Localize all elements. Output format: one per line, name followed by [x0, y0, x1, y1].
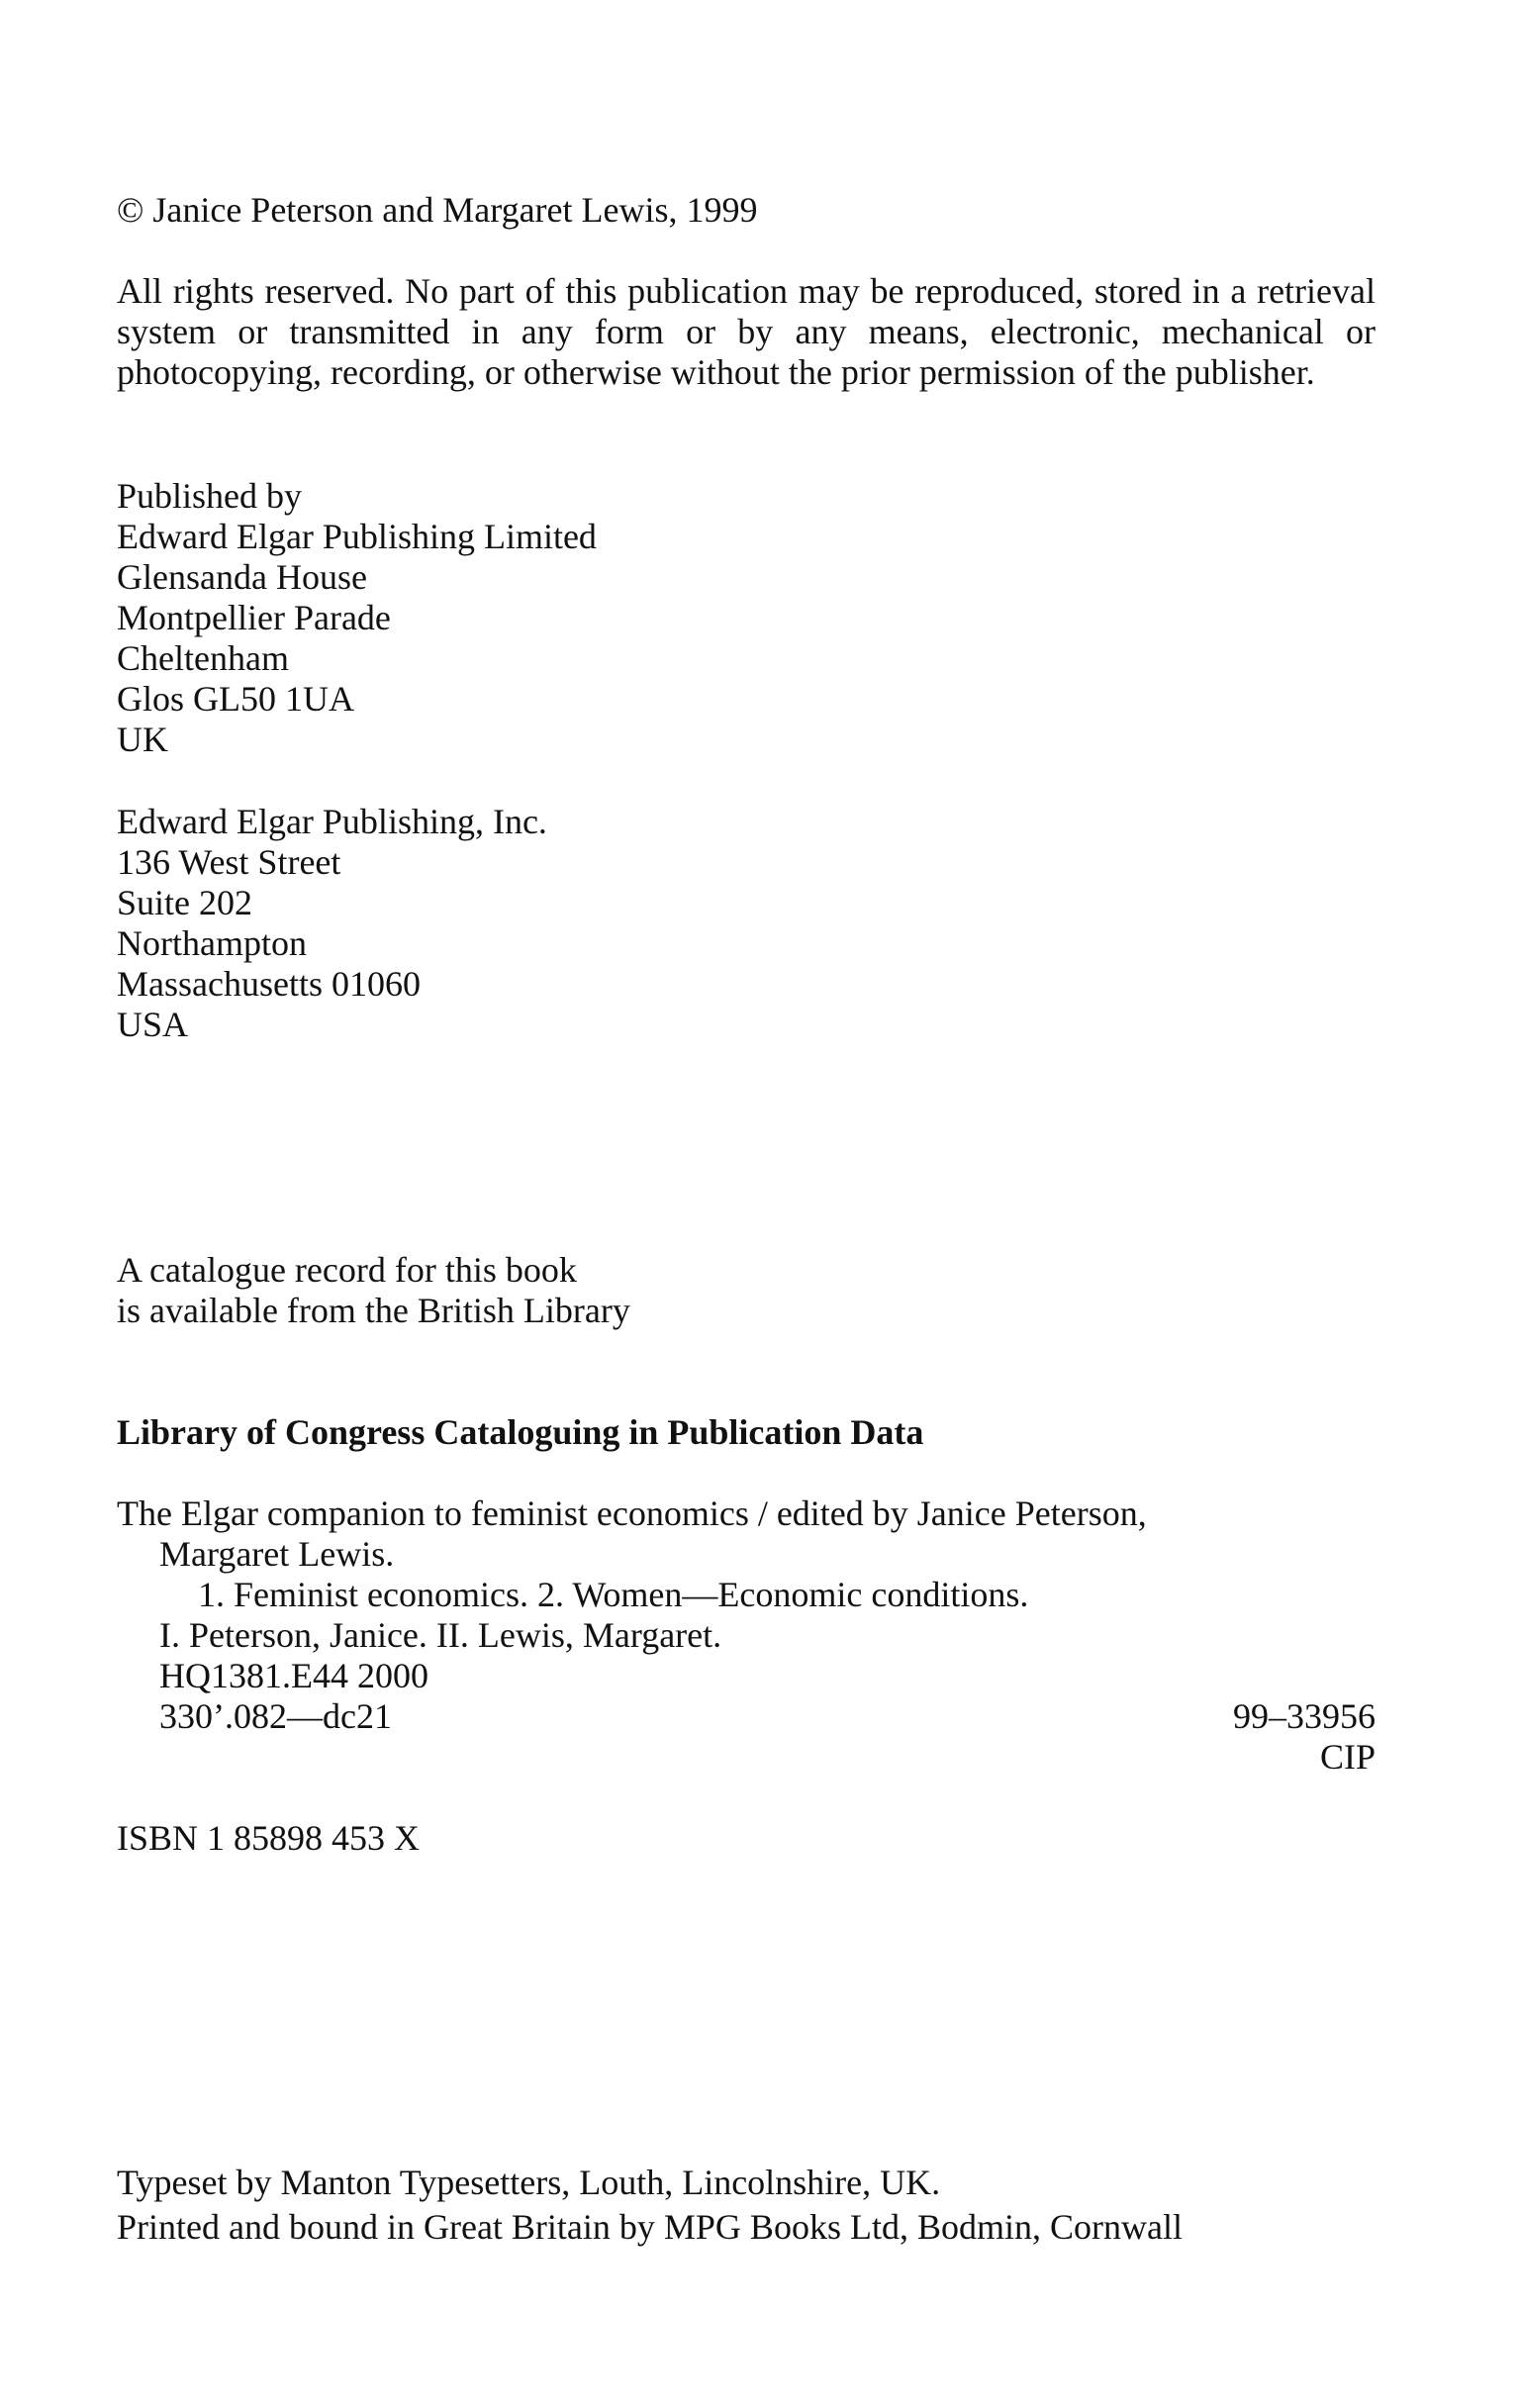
cip-title-line: The Elgar companion to feminist economics / edited by Janice Peterson, — [117, 1493, 1147, 1533]
address-line: Glensanda House — [117, 557, 367, 597]
address-line: Edward Elgar Publishing, Inc. — [117, 802, 547, 841]
address-line: Cheltenham — [117, 638, 289, 678]
isbn: ISBN 1 85898 453 X — [117, 1818, 421, 1858]
typeset-credit: Typeset by Manton Typesetters, Louth, Lincolnshire, UK. — [117, 2163, 941, 2202]
rights-statement — [117, 271, 1376, 393]
published-by-label: Published by — [117, 476, 303, 516]
cip-added-entries: I. Peterson, Janice. II. Lewis, Margaret. — [159, 1615, 722, 1655]
cip-lccn: 99–33956 — [1233, 1696, 1376, 1736]
printer-credit: Printed and bound in Great Britain by MPG Books Ltd, Bodmin, Cornwall — [117, 2207, 1183, 2247]
cip-dewey-row — [117, 1696, 1376, 1737]
cip-lc-class: HQ1381.E44 2000 — [159, 1656, 428, 1695]
address-line: USA — [117, 1005, 189, 1044]
copyright-notice — [117, 190, 758, 231]
cip-dewey: 330’.082—dc21 — [159, 1696, 392, 1736]
copyright-line: © Janice Peterson and Margaret Lewis, 1999 — [117, 190, 758, 230]
cip-label-row — [117, 1737, 1376, 1778]
british-library-note — [117, 1250, 630, 1331]
publisher-uk-address — [117, 476, 597, 760]
loc-cip-record — [117, 1493, 1376, 1778]
address-line: Glos GL50 1UA — [117, 679, 354, 719]
loc-cip-heading — [117, 1412, 923, 1453]
rights-text: All rights reserved. No part of this publication may be reproduced, stored in a retrieval system or transmitted in any form or by any means, electronic, mechanical or photocopying, recording, or otherwise without the prior permission of the publisher. — [117, 271, 1376, 392]
address-line: Edward Elgar Publishing Limited — [117, 517, 597, 556]
british-library-line: is available from the British Library — [117, 1291, 630, 1330]
loc-heading: Library of Congress Cataloguing in Publication Data — [117, 1412, 924, 1452]
address-line: Northampton — [117, 923, 307, 963]
address-line: Suite 202 — [117, 883, 253, 922]
address-line: Massachusetts 01060 — [117, 964, 421, 1004]
production-credits — [117, 2163, 1183, 2248]
address-line: UK — [117, 720, 168, 759]
publisher-us-address — [117, 802, 547, 1045]
isbn-block — [117, 1818, 420, 1859]
address-line: 136 West Street — [117, 842, 341, 882]
cip-title-continued: Margaret Lewis. — [159, 1534, 395, 1574]
address-line: Montpellier Parade — [117, 598, 391, 637]
british-library-line: A catalogue record for this book — [117, 1250, 577, 1290]
cip-label: CIP — [1319, 1737, 1376, 1777]
cip-subjects: 1. Feminist economics. 2. Women—Economic conditions. — [198, 1575, 1029, 1614]
